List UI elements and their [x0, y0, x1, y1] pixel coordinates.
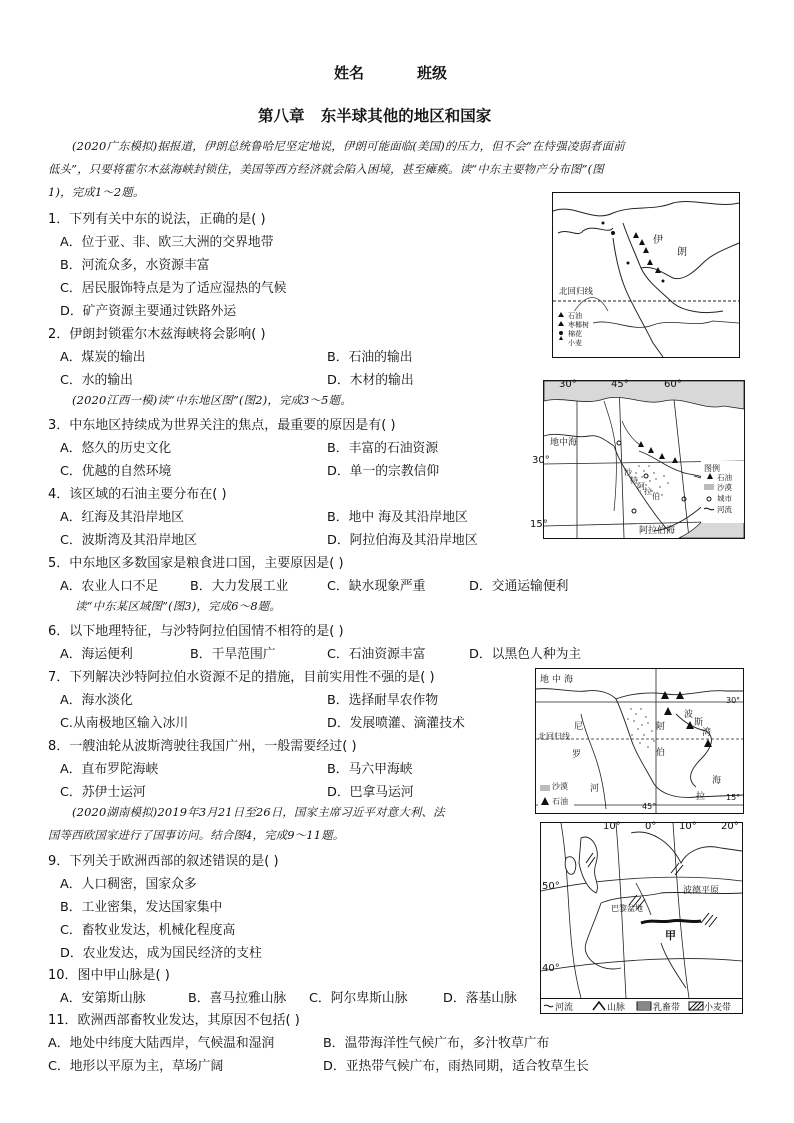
chapter-title: 第八章 东半球其他的地区和国家: [258, 106, 492, 125]
label-nile: 河: [590, 784, 600, 794]
latitude-label: 50°: [542, 881, 560, 892]
question-3-option-d[interactable]: D．单一的宗教信仰: [327, 464, 440, 479]
question-9-option-b[interactable]: B．工业密集，发达国家集中: [60, 900, 223, 915]
question-4-option-c[interactable]: C．波斯湾及其沿岸地区: [60, 533, 197, 548]
question-7-option-a[interactable]: A．海水淡化: [60, 693, 133, 708]
intro-figure-2: (2020江西一模)读“中东地区图”(图2)，完成3～5题。: [72, 393, 352, 407]
longitude-label: 10°: [679, 821, 697, 832]
question-5-stem: 5．中东地区多数国家是粮食进口国，主要原因是( ): [48, 556, 344, 571]
question-1-option-a[interactable]: A．位于亚、非、欧三大洲的交界地带: [60, 235, 274, 250]
question-9-stem: 9．下列关于欧洲西部的叙述错误的是( ): [48, 854, 279, 869]
longitude-label: 45°: [611, 379, 629, 390]
intro-paragraph-line: (2020湖南模拟)2019年3月21日至26日，国家主席习近平对意大利、法: [72, 805, 445, 819]
question-10-stem: 10．图中甲山脉是( ): [48, 968, 170, 983]
question-6-option-d[interactable]: D．以黑色人种为主: [469, 647, 582, 662]
legend-wheat: 小麦: [568, 339, 582, 347]
question-7-option-c[interactable]: C.从南极地区输入冰川: [60, 716, 189, 731]
legend-dairy-belt: 乳畜带: [653, 1003, 681, 1013]
legend-mountain: 山脉: [607, 1003, 626, 1013]
label-arabian-sea: 拉: [696, 792, 706, 802]
question-10-option-c[interactable]: C．阿尔卑斯山脉: [309, 991, 408, 1006]
question-8-option-b[interactable]: B．马六甲海峡: [327, 762, 413, 777]
label-mountain-jia: 甲: [665, 929, 676, 942]
question-10-option-d[interactable]: D．落基山脉: [443, 991, 517, 1006]
label-persian-gulf: 斯: [694, 718, 704, 728]
question-7-option-b[interactable]: B．选择耐旱农作物: [327, 693, 439, 708]
question-11-option-a[interactable]: A．地处中纬度大陆西岸，气候温和湿润: [48, 1036, 275, 1051]
question-1-option-c[interactable]: C．居民服饰特点是为了适应湿热的气候: [60, 281, 287, 296]
intro-paragraph-line: (2020广东模拟)据报道，伊朗总统鲁哈尼坚定地说，伊朗可能面临(美国)的压力，但不会“在恃强凌弱者面前: [72, 139, 625, 153]
legend-desert: 沙漠: [717, 483, 732, 492]
longitude-label: 10°: [603, 821, 621, 832]
intro-paragraph-line: 低头”，只要将霍尔木兹海峡封锁住，美国等西方经济就会陷入困境，甚至瘫痪。读“中东主要物产分布图”(图: [48, 162, 604, 176]
legend-river: 河流: [555, 1003, 574, 1013]
longitude-label: 60°: [664, 379, 682, 390]
label-saudi-arabia: 阿: [637, 482, 645, 491]
label-paris-basin: 巴黎盆地: [611, 904, 643, 913]
legend-oil: 石油: [717, 473, 732, 482]
question-1-option-b[interactable]: B．河流众多，水资源丰富: [60, 258, 210, 273]
label-nile: 尼: [574, 722, 584, 732]
question-3-option-b[interactable]: B．丰富的石油资源: [327, 441, 439, 456]
question-2-option-d[interactable]: D．木材的输出: [327, 373, 414, 388]
question-11-option-b[interactable]: B．温带海洋性气候广布，多汁牧草广布: [323, 1036, 550, 1051]
question-1-stem: 1．下列有关中东的说法，正确的是( ): [48, 212, 266, 227]
question-5-option-a[interactable]: A．农业人口不足: [60, 579, 159, 594]
question-7-stem: 7．下列解决沙特阿拉伯水资源不足的措施，目前实用性不强的是( ): [48, 670, 435, 685]
label-saudi-arabia: 伯: [652, 492, 660, 501]
figure-3-middle-east-region-map: [535, 668, 744, 814]
question-3-option-c[interactable]: C．优越的自然环境: [60, 464, 172, 479]
question-6-option-c[interactable]: C．石油资源丰富: [327, 647, 426, 662]
figure-1-middle-east-products-map: [552, 192, 740, 358]
intro-figure-3: 读“中东某区域图”(图3)，完成6～8题。: [75, 599, 281, 613]
legend-oil: 石油: [568, 312, 582, 320]
longitude-label: 20°: [721, 821, 739, 832]
question-9-option-d[interactable]: D．农业发达，成为国民经济的支柱: [60, 946, 262, 961]
figure-4-legend: [540, 998, 743, 1014]
label-polish-plain: 波德平原: [683, 886, 720, 896]
legend-title: 图例: [704, 464, 720, 473]
label-iran: 朗: [677, 247, 687, 258]
question-3-stem: 3．中东地区持续成为世界关注的焦点，最重要的原因是有( ): [48, 418, 396, 433]
question-4-stem: 4．该区域的石油主要分布在( ): [48, 487, 227, 502]
label-arabia: 伯: [656, 748, 666, 758]
intro-paragraph-line: 国等西欧国家进行了国事访问。结合图4，完成9～11题。: [48, 828, 345, 842]
question-9-option-a[interactable]: A．人口稠密，国家众多: [60, 877, 197, 892]
question-2-stem: 2．伊朗封锁霍尔木兹海峡将会影响( ): [48, 327, 266, 342]
legend-oil: 石油: [552, 797, 568, 806]
question-4-option-b[interactable]: B．地中 海及其沿岸地区: [327, 510, 468, 525]
legend-desert: 沙漠: [552, 782, 568, 791]
label-arabia: 阿: [656, 722, 666, 732]
label-saudi-arabia: 特: [630, 476, 638, 485]
label-persian-gulf: 波: [684, 710, 694, 720]
label-saudi-arabia: 拉: [644, 487, 652, 496]
class-label: 班级: [417, 64, 448, 82]
question-2-option-c[interactable]: C．水的输出: [60, 373, 133, 388]
question-9-option-c[interactable]: C．畜牧业发达，机械化程度高: [60, 923, 236, 938]
label-mediterranean: 海: [564, 675, 574, 685]
legend-river: 河流: [717, 505, 732, 514]
question-1-option-d[interactable]: D．矿产资源主要通过铁路外运: [60, 304, 237, 319]
question-11-option-c[interactable]: C．地形以平原为主，草场广阔: [48, 1059, 224, 1074]
label-mediterranean: 地: [540, 675, 550, 685]
question-10-option-b[interactable]: B．喜马拉雅山脉: [188, 991, 287, 1006]
longitude-label: 45°: [642, 802, 657, 811]
latitude-label: 30°: [532, 455, 550, 466]
question-11-stem: 11．欧洲西部畜牧业发达，其原因不包括( ): [48, 1013, 300, 1028]
legend-wheat-belt: 小麦带: [704, 1003, 732, 1013]
question-11-option-d[interactable]: D．亚热带气候广布，雨热同期，适合牧草生长: [323, 1059, 589, 1074]
intro-paragraph-line: 1)，完成1～2题。: [48, 185, 145, 199]
legend-date-palm: 枣椰树: [568, 321, 589, 329]
question-6-option-a[interactable]: A．海运便利: [60, 647, 133, 662]
question-8-stem: 8．一艘油轮从波斯湾驶往我国广州，一般需要经过( ): [48, 739, 357, 754]
label-arabian-sea: 海: [712, 776, 722, 786]
question-5-option-b[interactable]: B．大力发展工业: [190, 579, 289, 594]
question-6-stem: 6．以下地理特征，与沙特阿拉伯国情不相符的是( ): [48, 624, 344, 639]
label-iran: 伊: [653, 235, 663, 246]
question-2-option-b[interactable]: B．石油的输出: [327, 350, 413, 365]
question-8-option-c[interactable]: C．苏伊士运河: [60, 785, 146, 800]
question-5-option-d[interactable]: D．交通运输便利: [469, 579, 569, 594]
question-3-option-a[interactable]: A．悠久的历史文化: [60, 441, 172, 456]
question-7-option-d[interactable]: D．发展喷灌、滴灌技术: [327, 716, 465, 731]
longitude-label: 30°: [559, 379, 577, 390]
question-8-option-d[interactable]: D．巴拿马运河: [327, 785, 414, 800]
label-mediterranean-sea: 地中海: [550, 438, 578, 448]
label-tropic-of-cancer: 北回归线: [538, 732, 570, 741]
legend-cotton: 棉花: [568, 330, 582, 338]
question-6-option-b[interactable]: B．干旱范围广: [190, 647, 276, 662]
question-4-option-d[interactable]: D．阿拉伯海及其沿岸地区: [327, 533, 478, 548]
question-10-option-a[interactable]: A．安第斯山脉: [60, 991, 146, 1006]
question-4-option-a[interactable]: A．红海及其沿岸地区: [60, 510, 184, 525]
legend-city: 城市: [717, 494, 732, 503]
latitude-label: 15°: [530, 519, 548, 530]
latitude-label: 30°: [726, 696, 741, 705]
label-saudi-arabia: 沙: [624, 468, 632, 477]
figure-2-middle-east-map: [530, 379, 745, 539]
name-label: 姓名: [334, 64, 365, 82]
question-5-option-c[interactable]: C．缺水现象严重: [327, 579, 426, 594]
label-tropic-of-cancer: 北回归线: [559, 287, 594, 297]
label-arabian-sea: 阿拉伯海: [639, 526, 676, 536]
label-nile: 罗: [572, 750, 582, 760]
latitude-label: 15°: [726, 793, 741, 802]
label-persian-gulf: 湾: [702, 728, 712, 738]
question-8-option-a[interactable]: A．直布罗陀海峡: [60, 762, 159, 777]
label-mediterranean: 中: [552, 675, 562, 685]
figure-4-western-europe-map: [540, 822, 743, 999]
longitude-label: 0°: [645, 821, 657, 832]
question-2-option-a[interactable]: A．煤炭的输出: [60, 350, 146, 365]
latitude-label: 40°: [542, 963, 560, 974]
